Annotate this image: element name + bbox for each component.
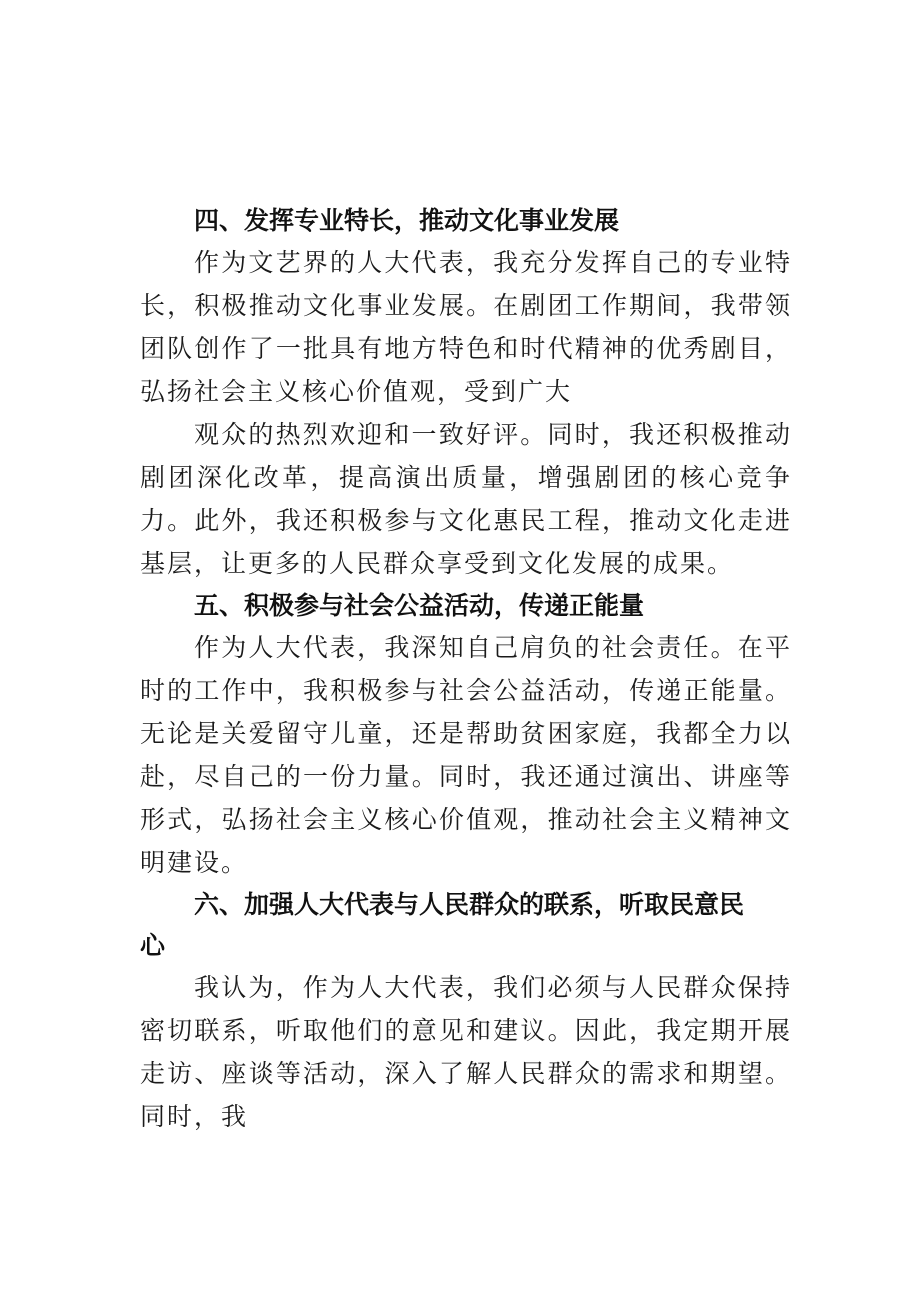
paragraph: 作为文艺界的人大代表，我充分发挥自己的专业特长，积极推动文化事业发展。在剧团工作期间，我带领团队创作了一批具有地方特色和时代精神的优秀剧目，弘扬社会主义核心价值观，受到广大 — [140, 248, 792, 406]
document-page — [140, 200, 792, 1138]
paragraph: 我认为，作为人大代表，我们必须与人民群众保持密切联系，听取他们的意见和建议。因此，我定期开展走访、座谈等活动，深入了解人民群众的需求和期望。同时，我 — [140, 973, 792, 1131]
paragraph: 观众的热烈欢迎和一致好评。同时，我还积极推动剧团深化改革，提高演出质量，增强剧团的核心竞争力。此外，我还积极参与文化惠民工程，推动文化走进基层，让更多的人民群众享受到文化发展的成果。 — [140, 420, 792, 578]
section-heading-5: 五、积极参与社会公益活动，传递正能量 — [194, 591, 645, 620]
paragraph: 作为人大代表，我深知自己肩负的社会责任。在平时的工作中，我积极参与社会公益活动，传递正能量。无论是关爱留守儿童，还是帮助贫困家庭，我都全力以赴，尽自己的一份力量。同时，我还通过演出、讲座等形式，弘扬社会主义核心价值观，推动社会主义精神文明建设。 — [140, 633, 792, 877]
section-heading-6: 六、加强人大代表与人民群众的联系，听取民意民心 — [140, 890, 745, 960]
section-heading-4: 四、发挥专业特长，推动文化事业发展 — [194, 206, 620, 235]
